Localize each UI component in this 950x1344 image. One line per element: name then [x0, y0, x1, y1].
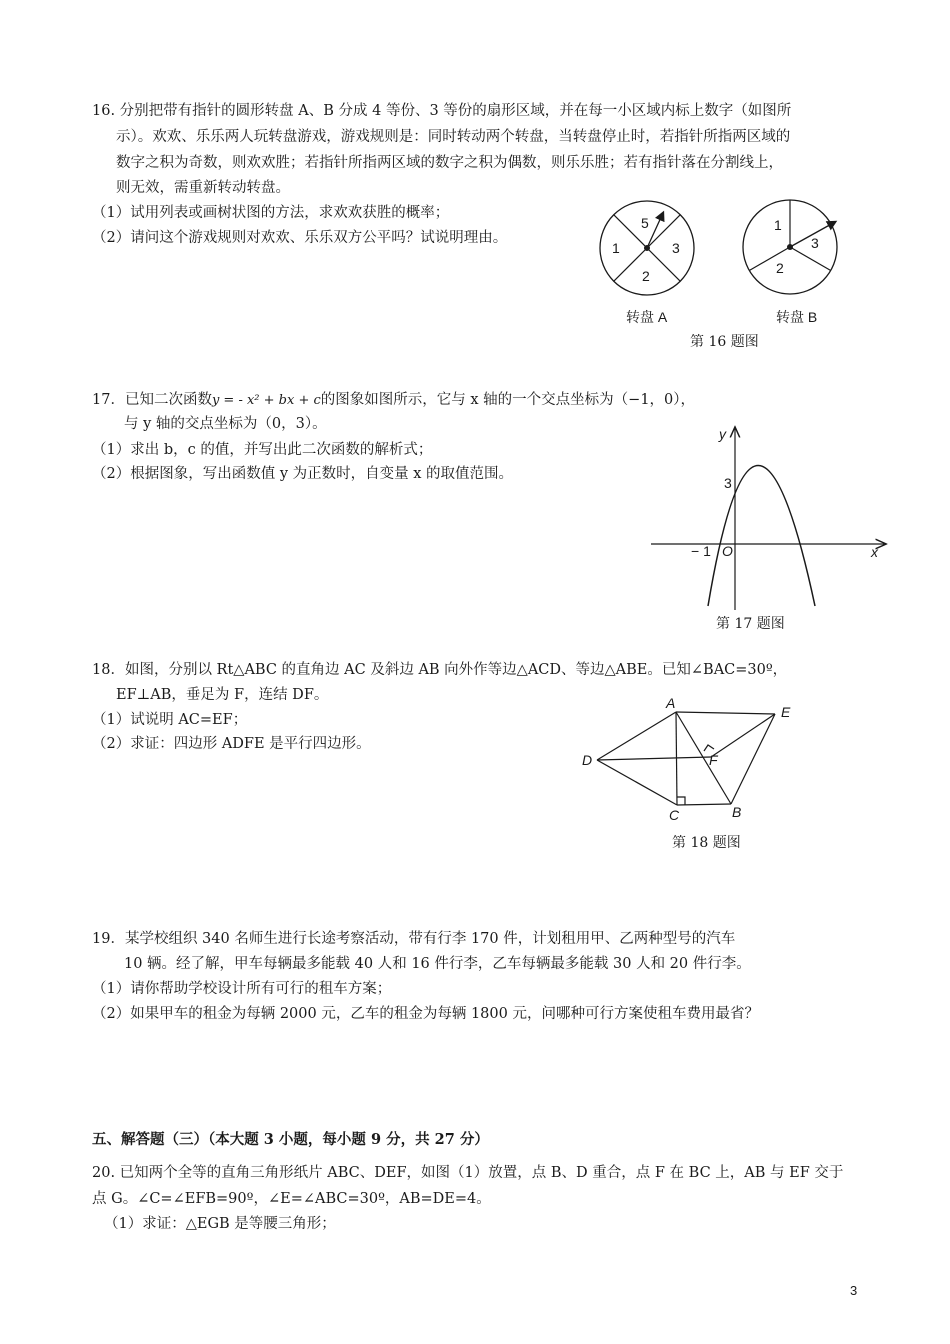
section-5-heading: 五、解答题（三）（本大题 3 小题，每小题 9 分，共 27 分） — [92, 1131, 489, 1148]
point-c-label: C — [669, 807, 680, 823]
q17-formula: y = - x² + bx + c — [211, 393, 321, 408]
geometry-figure — [580, 693, 810, 823]
spinner-b-number-1: 1 — [774, 217, 782, 233]
q16-line-2: 示）。欢欢、乐乐两人玩转盘游戏，游戏规则是：同时转动两个转盘，当转盘停止时，若指针所指两区域的 — [116, 129, 791, 145]
q17-line-1-suffix: 的图象如图所示，它与 x 轴的一个交点坐标为（−1，0）， — [320, 392, 696, 408]
x-axis-label: x — [871, 544, 878, 560]
q18-figure-caption: 第 18 题图 — [672, 835, 741, 851]
q17-line-1-prefix: 17．已知二次函数 — [92, 392, 212, 408]
spinner-a-number-3: 3 — [672, 240, 680, 256]
q16-line-1: 16. 分别把带有指针的圆形转盘 A、B 分成 4 等份、3 等份的扇形区域，并在每一小区域内标上数字（如图所 — [92, 103, 792, 119]
spinner-a-number-5: 5 — [641, 215, 649, 231]
q17-sub-2: （2）根据图象，写出函数值 y 为正数时，自变量 x 的取值范围。 — [92, 466, 514, 482]
q19-sub-2: （2）如果甲车的租金为每辆 2000 元，乙车的租金为每辆 1800 元，问哪种可行方案使租车费用最省？ — [92, 1006, 759, 1022]
three-label: 3 — [724, 475, 732, 491]
q19-line-2: 10 辆。经了解，甲车每辆最多能载 40 人和 16 件行李，乙车每辆最多能载 30 人和 20 件行李。 — [124, 956, 751, 972]
q17-line-1 — [92, 390, 695, 411]
spinner-a-label: 转盘 A — [626, 309, 668, 325]
q17-sub-1: （1）求出 b，c 的值，并写出此二次函数的解析式； — [92, 442, 433, 458]
point-f-label: F — [709, 752, 718, 768]
q20-line-2: 点 G。∠C=∠EFB=90º，∠E=∠ABC=30º，AB=DE=4。 — [92, 1191, 491, 1207]
spinner-a-number-2: 2 — [642, 268, 650, 284]
point-b-label: B — [732, 804, 742, 820]
point-d-label: D — [582, 752, 593, 768]
q19-sub-1: （1）请你帮助学校设计所有可行的租车方案； — [92, 981, 392, 997]
spinner-b-number-2: 2 — [776, 260, 784, 276]
q20-line-1: 20. 已知两个全等的直角三角形纸片 ABC、DEF，如图（1）放置，点 B、D 重合，点 F 在 BC 上，AB 与 EF 交于 — [92, 1165, 844, 1181]
y-axis-label: y — [719, 426, 726, 442]
q16-sub-1: （1）试用列表或画树状图的方法，求欢欢获胜的概率； — [92, 205, 450, 221]
page-number: 3 — [850, 1283, 858, 1298]
point-e-label: E — [781, 704, 791, 720]
q18-sub-1: （1）试说明 AC=EF； — [92, 712, 248, 728]
spinner-a-number-1: 1 — [612, 240, 620, 256]
q18-line-2: EF⊥AB，垂足为 F，连结 DF。 — [116, 687, 329, 703]
q20-sub-1: （1）求证：△EGB 是等腰三角形； — [104, 1216, 336, 1232]
q16-sub-2: （2）请问这个游戏规则对欢欢、乐乐双方公平吗？试说明理由。 — [92, 230, 508, 246]
spinner-b-number-3: 3 — [811, 235, 819, 251]
q19-line-1: 19．某学校组织 340 名师生进行长途考察活动，带有行李 170 件，计划租用甲、乙两种型号的汽车 — [92, 931, 736, 947]
neg-one-label: − 1 — [691, 543, 711, 559]
origin-label: O — [722, 543, 733, 559]
q16-line-4: 则无效，需重新转动转盘。 — [116, 180, 290, 196]
q16-figure-caption: 第 16 题图 — [690, 334, 759, 350]
q17-figure-caption: 第 17 题图 — [716, 616, 785, 632]
q17-line-2: 与 y 轴的交点坐标为（0，3）。 — [124, 416, 327, 432]
spinner-b-label: 转盘 B — [776, 309, 818, 325]
parabola-graph — [645, 420, 895, 620]
q18-sub-2: （2）求证：四边形 ADFE 是平行四边形。 — [92, 736, 371, 752]
point-a-label: A — [666, 695, 676, 711]
spinner-a-pointer — [647, 213, 663, 248]
q18-line-1: 18．如图，分别以 Rt△ABC 的直角边 AC 及斜边 AB 向外作等边△ACD、等边△ABE。已知∠BAC=30º， — [92, 662, 788, 678]
q16-line-3: 数字之积为奇数，则欢欢胜；若指针所指两区域的数字之积为偶数，则乐乐胜；若有指针落在分割线上， — [116, 155, 783, 171]
